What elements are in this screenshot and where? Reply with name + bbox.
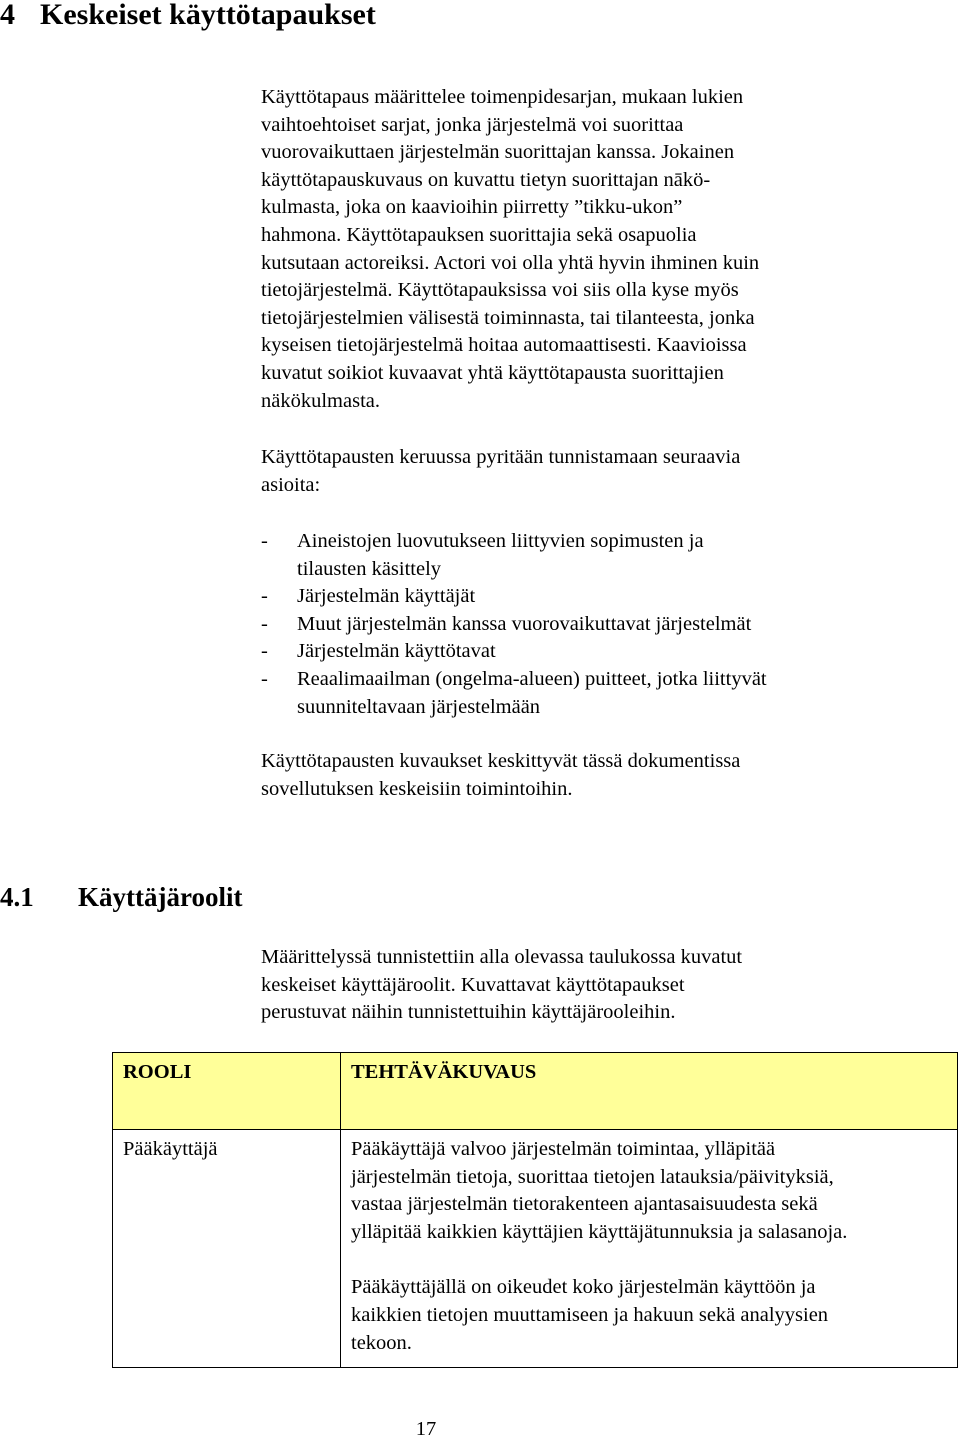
- intro-paragraph: [261, 84, 861, 415]
- text-line: sovellutuksen keskeisiin toimintoihin.: [261, 777, 573, 800]
- paragraph-gap: [351, 1246, 947, 1274]
- table-row: [113, 1130, 958, 1368]
- list-item-line: Järjestelmän käyttäjät: [297, 585, 476, 608]
- text-line: käyttötapauskuvaus on kuvattu tietyn suorittajan nākö-: [261, 168, 711, 191]
- text-line: perustuvat näihin tunnistettuihin käyttäjärooleihin.: [261, 1001, 676, 1024]
- section-heading: [0, 0, 376, 30]
- list-item-line: Reaalimaailman (ongelma-alueen) puitteet, jotka liittyvät: [297, 667, 767, 690]
- text-line: vuorovaikuttaen järjestelmän suorittajan kanssa. Jokainen: [261, 141, 735, 164]
- text-line: kuvatut soikiot kuvaavat yhtä käyttötapausta suorittajien: [261, 361, 724, 384]
- text-line: asioita:: [261, 473, 321, 496]
- list-item-line: tilausten käsittely: [297, 557, 442, 580]
- description-line: Pääkäyttäjä valvoo järjestelmän toimintaa, ylläpitää: [351, 1138, 776, 1160]
- description-line: Pääkäyttäjällä on oikeudet koko järjestelmän käyttöön ja: [351, 1276, 816, 1299]
- subsection-title: Käyttäjäroolit: [78, 882, 243, 912]
- section-title: Keskeiset käyttötapaukset: [40, 0, 376, 31]
- list-item-line: suunniteltavaan järjestelmään: [297, 695, 541, 718]
- text-line: tietojärjestelmä. Käyttötapauksissa voi siis olla kyse myös: [261, 279, 739, 302]
- list-item-line: Muut järjestelmän kanssa vuorovaikuttavat järjestelmät: [297, 612, 752, 635]
- description-line: järjestelmän tietoja, suorittaa tietojen latauksia/päivityksiä,: [351, 1165, 834, 1188]
- description-line: vastaa järjestelmän tietorakenteen ajantasaisuudesta sekä: [351, 1193, 818, 1216]
- table-header-row: [113, 1053, 958, 1130]
- list-dash: -: [261, 640, 268, 663]
- list-item: [261, 638, 901, 666]
- text-line: Käyttötapausten keruussa pyritään tunnistamaan seuraavia: [261, 446, 741, 468]
- list-item: [261, 611, 901, 639]
- list-item: [261, 666, 901, 721]
- text-line: kyseisen tietojärjestelmä hoitaa automaattisesti. Kaavioissa: [261, 334, 747, 357]
- list-item-line: Aineistojen luovutukseen liittyvien sopimusten ja: [297, 530, 704, 552]
- subsection-number: 4.1: [0, 882, 34, 912]
- text-line: vaihtoehtoiset sarjat, jonka järjestelmä voi suorittaa: [261, 113, 684, 136]
- text-line: Käyttötapaus määrittelee toimenpidesarjan, mukaan lukien: [261, 86, 744, 108]
- text-line: keskeiset käyttäjäroolit. Kuvattavat käyttötapaukset: [261, 973, 685, 996]
- table-header-description: TEHTÄVÄKUVAUS: [341, 1053, 958, 1130]
- text-line: kulmasta, joka on kaavioihin piirretty ”tikku-ukon”: [261, 196, 683, 219]
- collection-intro-paragraph: [261, 444, 861, 499]
- subsection-heading: [0, 882, 242, 912]
- section-number: 4: [0, 0, 15, 31]
- list-item-line: Järjestelmän käyttötavat: [297, 640, 496, 663]
- description-line: tekoon.: [351, 1331, 412, 1354]
- text-line: Määrittelyssä tunnistettiin alla olevassa taulukossa kuvatut: [261, 946, 743, 968]
- list-dash: -: [261, 585, 268, 608]
- text-line: tietojärjestelmien välisestä toiminnasta, tai tilanteesta, jonka: [261, 306, 755, 329]
- text-line: näkökulmasta.: [261, 389, 380, 412]
- text-line: kutsutaan actoreiksi. Actori voi olla yhtä hyvin ihminen kuin: [261, 251, 760, 274]
- table-header-role: ROOLI: [113, 1053, 341, 1130]
- list-dash: -: [261, 667, 268, 690]
- focus-paragraph: [261, 748, 861, 803]
- table-cell-role: Pääkäyttäjä: [113, 1130, 341, 1368]
- description-line: kaikkien tietojen muuttamiseen ja hakuun sekä analyysien: [351, 1303, 829, 1326]
- list-dash: -: [261, 612, 268, 635]
- roles-intro-paragraph: [261, 944, 861, 1027]
- list-item: [261, 583, 901, 611]
- roles-table: [112, 1052, 958, 1368]
- list-item: [261, 528, 901, 583]
- list-dash: -: [261, 530, 268, 552]
- text-line: hahmona. Käyttötapauksen suorittajia sekä osapuolia: [261, 223, 697, 246]
- page-number: 17: [415, 1418, 437, 1440]
- text-line: Käyttötapausten kuvaukset keskittyvät tässä dokumentissa: [261, 750, 741, 772]
- description-line: ylläpitää kaikkien käyttäjien käyttäjätunnuksia ja salasanoja.: [351, 1220, 848, 1243]
- bullet-list: [261, 528, 901, 721]
- table-cell-description: [341, 1130, 958, 1368]
